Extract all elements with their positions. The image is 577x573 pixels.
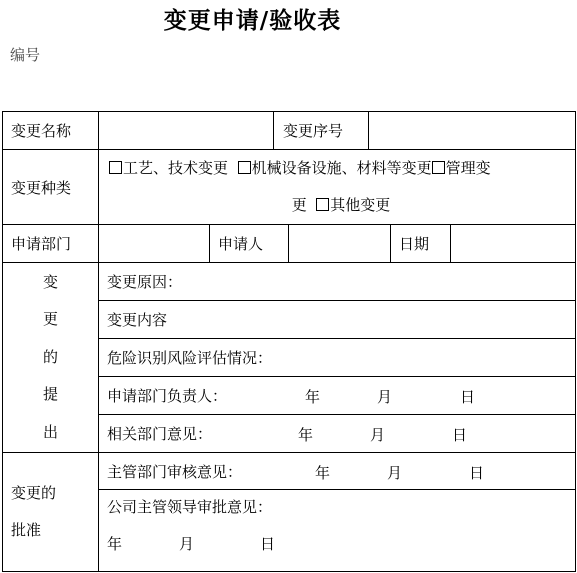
- month-label: 月: [179, 535, 195, 553]
- form-number-label: 编号: [10, 46, 41, 64]
- option-process-label: 工艺、技术变更: [123, 159, 229, 177]
- head-sign-field[interactable]: [99, 377, 576, 415]
- content-field[interactable]: 变更内容: [99, 301, 576, 339]
- approval-label-a: 变更的: [11, 484, 57, 502]
- proposal-char: 的: [42, 347, 58, 366]
- day-label: 日: [260, 535, 276, 553]
- year-label: 年: [298, 426, 314, 444]
- month-label: 月: [377, 388, 393, 406]
- related-field[interactable]: [99, 415, 576, 453]
- change-request-form: [2, 111, 576, 572]
- checkbox-equipment[interactable]: [238, 161, 251, 174]
- proposal-char: 更: [42, 310, 58, 329]
- risk-field[interactable]: 危险识别风险评估情况：: [99, 339, 576, 377]
- option-management-label: 管理变: [445, 159, 491, 177]
- applicant-field[interactable]: [289, 225, 391, 263]
- change-seq-label: 变更序号: [274, 112, 369, 150]
- day-label: 日: [460, 388, 476, 406]
- date-label: 日期: [391, 225, 451, 263]
- form-title: 变更申请/验收表: [163, 7, 342, 34]
- change-seq-field[interactable]: [369, 112, 576, 150]
- review-label: 主管部门审核意见：: [107, 462, 243, 481]
- proposal-char: 变: [42, 272, 58, 291]
- checkbox-other[interactable]: [316, 198, 329, 211]
- head-sign-label: 申请部门负责人：: [107, 387, 228, 405]
- approval-label-b: 批准: [11, 521, 42, 539]
- company-label: 公司主管领导审批意见：: [107, 498, 273, 516]
- option-management-label-cont: 更: [291, 196, 307, 214]
- change-name-label: 变更名称: [3, 112, 99, 150]
- date-field[interactable]: [451, 225, 576, 263]
- checkbox-process[interactable]: [109, 161, 122, 174]
- applicant-label: 申请人: [210, 225, 289, 263]
- reason-field[interactable]: 变更原因：: [99, 263, 576, 301]
- day-label: 日: [469, 464, 485, 482]
- change-name-field[interactable]: [99, 112, 274, 150]
- year-label: 年: [107, 535, 123, 553]
- day-label: 日: [452, 426, 468, 444]
- related-label: 相关部门意见：: [107, 425, 213, 443]
- option-equipment-label: 机械设备设施、材料等变更: [251, 159, 432, 177]
- apply-dept-field[interactable]: [99, 225, 210, 263]
- row-change-name: [3, 112, 576, 150]
- change-type-label: 变更种类: [3, 150, 99, 225]
- month-label: 月: [387, 464, 403, 482]
- proposal-section-label: [3, 263, 99, 453]
- row-change-type: [3, 150, 576, 225]
- checkbox-management[interactable]: [432, 161, 445, 174]
- apply-dept-label: 申请部门: [3, 225, 99, 263]
- option-other-label: 其他变更: [330, 196, 391, 214]
- approval-section-label: [3, 453, 99, 572]
- year-label: 年: [305, 388, 321, 406]
- proposal-char: 提: [42, 385, 58, 404]
- row-applicant: [3, 225, 576, 263]
- change-type-options: [99, 150, 576, 225]
- row-review: [3, 453, 576, 490]
- review-field[interactable]: [99, 453, 576, 490]
- row-reason: [3, 263, 576, 301]
- proposal-char: 出: [42, 422, 58, 441]
- company-field[interactable]: [99, 490, 576, 572]
- year-label: 年: [315, 464, 331, 482]
- month-label: 月: [370, 426, 386, 444]
